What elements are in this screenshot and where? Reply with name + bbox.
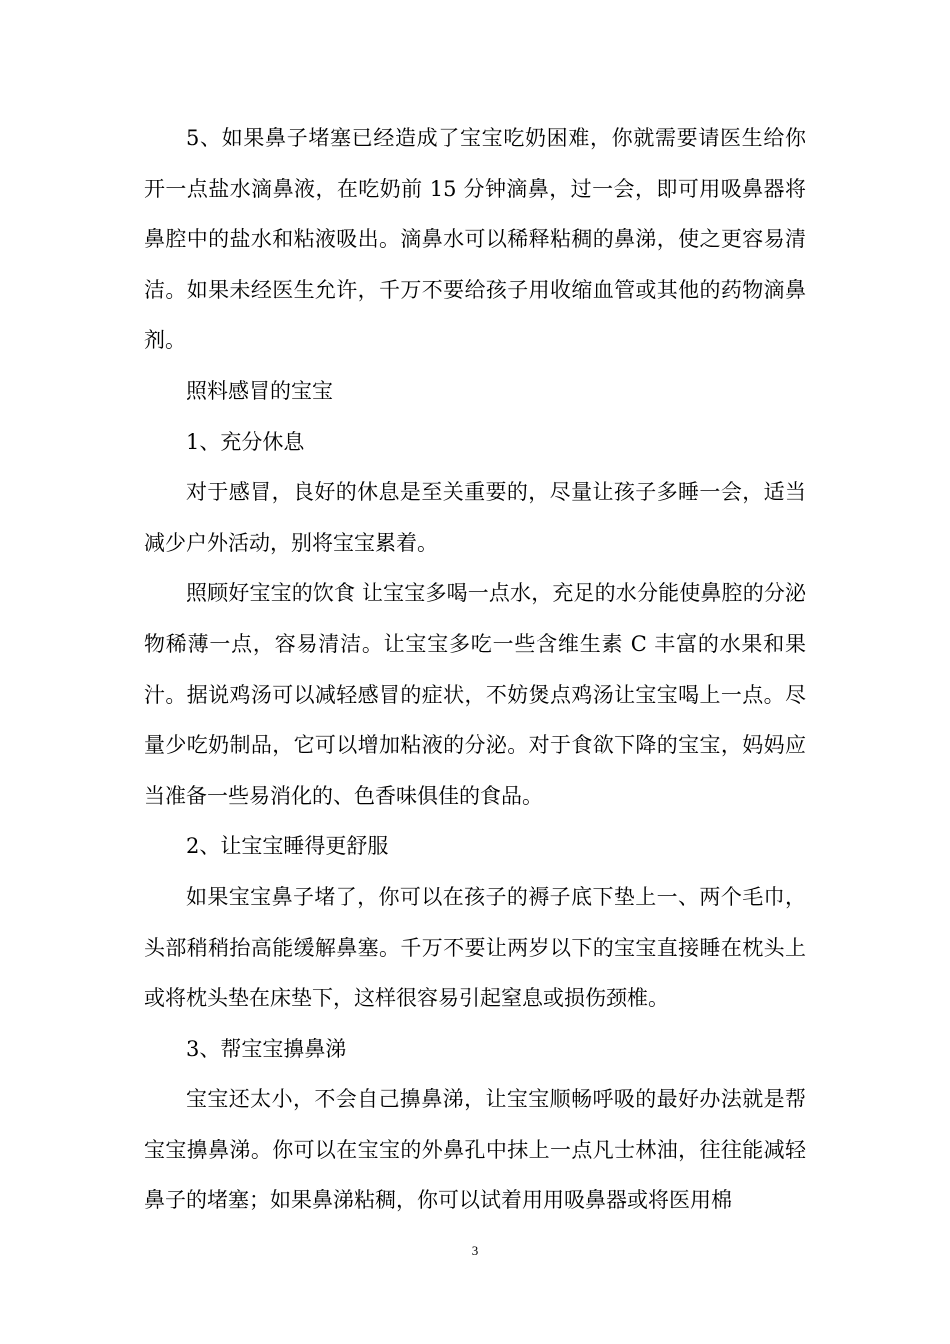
body-text [144, 113, 806, 1226]
paragraph-saline-drops: 5、如果鼻子堵塞已经造成了宝宝吃奶困难，你就需要请医生给你开一点盐水滴鼻液，在吃奶前 15 分钟滴鼻，过一会，即可用吸鼻器将鼻腔中的盐水和粘液吸出。滴鼻水可以稀释粘稠的鼻涕，使之更容易清洁。如果未经医生允许，千万不要给孩子用收缩血管或其他的药物滴鼻剂。 [144, 126, 806, 353]
section-heading-caring: 照料感冒的宝宝 [186, 378, 333, 403]
page-number: 3 [471, 1243, 479, 1258]
subheading-rest: 1、充分休息 [186, 429, 305, 454]
paragraph-rest: 对于感冒，良好的休息是至关重要的，尽量让孩子多睡一会，适当减少户外活动，别将宝宝累着。 [144, 480, 806, 555]
subheading-sleep: 2、让宝宝睡得更舒服 [186, 834, 389, 859]
paragraph-sleep: 如果宝宝鼻子堵了，你可以在孩子的褥子底下垫上一、两个毛巾，头部稍稍抬高能缓解鼻塞。千万不要让两岁以下的宝宝直接睡在枕头上或将枕头垫在床垫下，这样很容易引起窒息或损伤颈椎。 [144, 884, 806, 1011]
paragraph-diet: 照顾好宝宝的饮食 让宝宝多喝一点水，充足的水分能使鼻腔的分泌物稀薄一点，容易清洁。让宝宝多吃一些含维生素 C 丰富的水果和果汁。据说鸡汤可以减轻感冒的症状，不妨煲点鸡汤让宝宝喝上一点。尽量少吃奶制品，它可以增加粘液的分泌。对于食欲下降的宝宝，妈妈应当准备一些易消化的、色香味俱佳的食品。 [144, 581, 806, 808]
paragraph-nose-blowing: 宝宝还太小，不会自己擤鼻涕，让宝宝顺畅呼吸的最好办法就是帮宝宝擤鼻涕。你可以在宝宝的外鼻孔中抹上一点凡士林油，往往能减轻鼻子的堵塞；如果鼻涕粘稠，你可以试着用用吸鼻器或将医用棉 [144, 1087, 806, 1213]
subheading-nose-blowing: 3、帮宝宝擤鼻涕 [186, 1036, 347, 1061]
